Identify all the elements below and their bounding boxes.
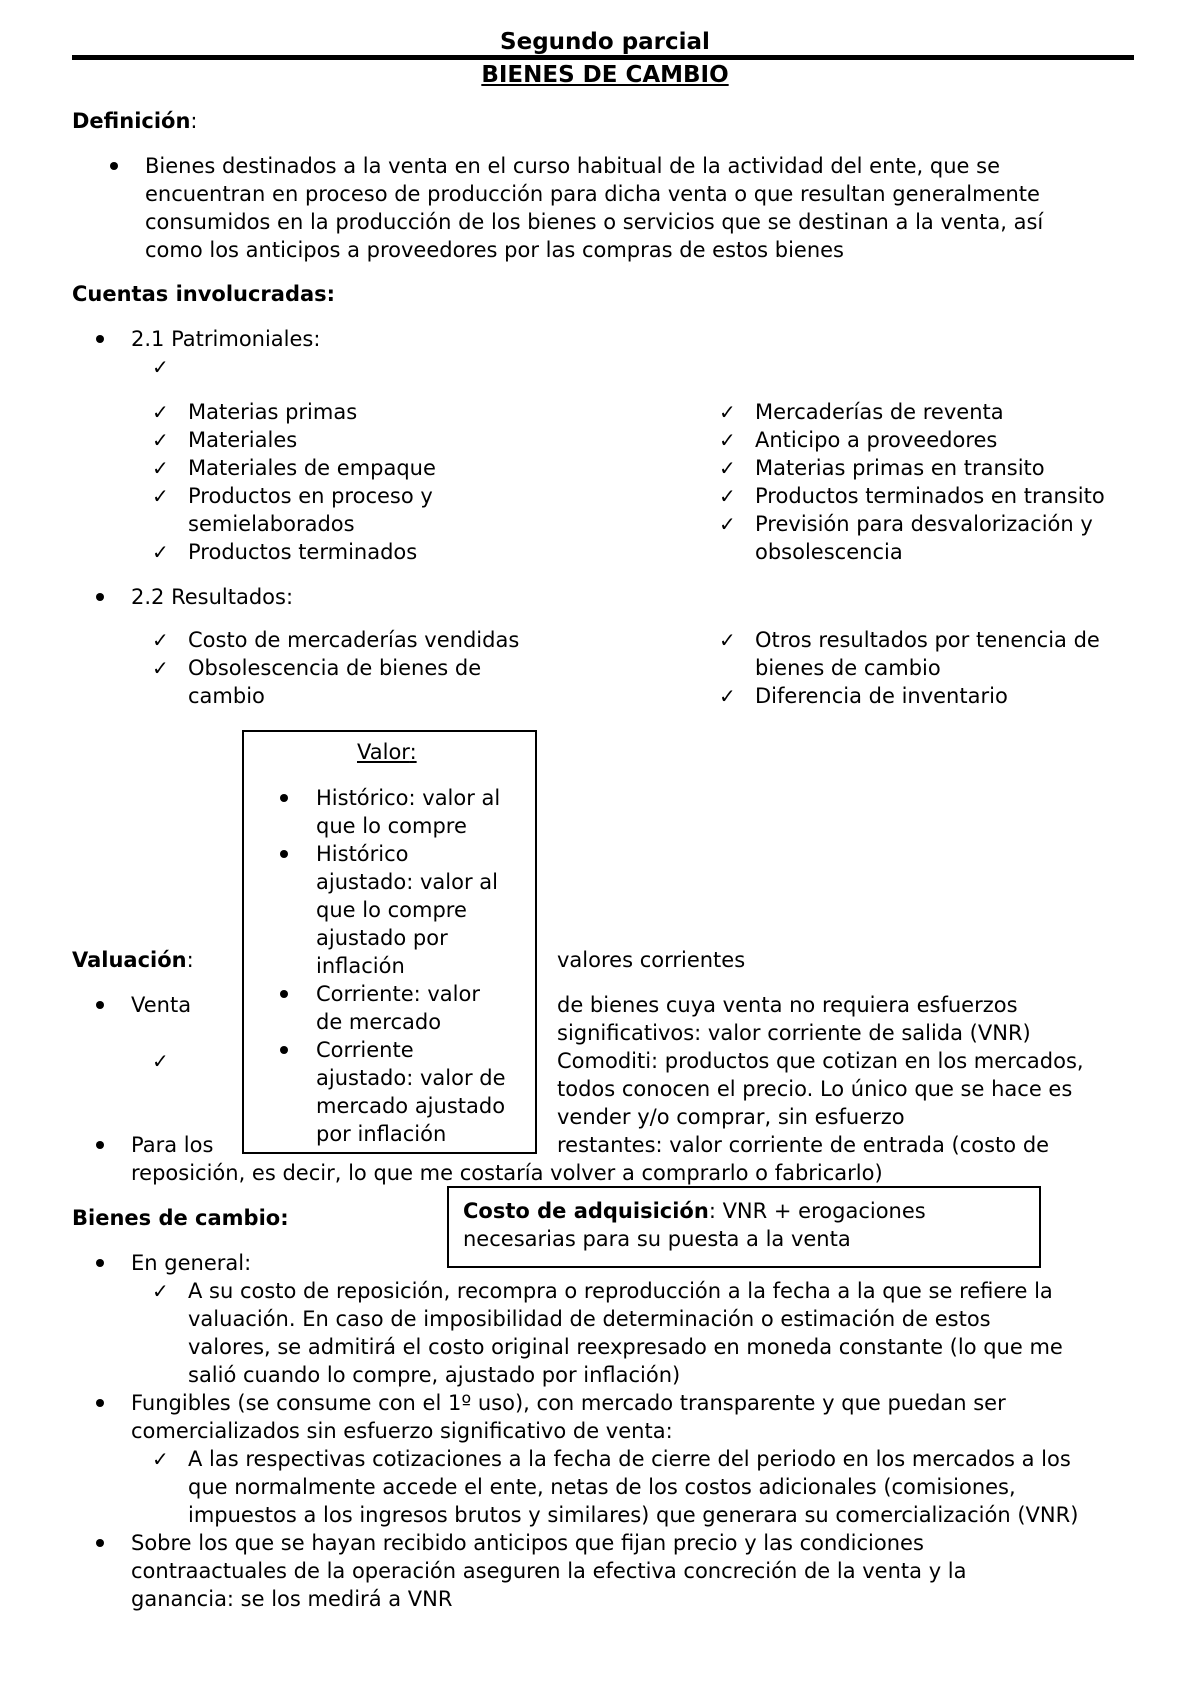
sobre-line: ganancia: se los medirá a VNR: [131, 1587, 453, 1611]
resultado-item: Otros resultados por tenencia de: [755, 628, 1100, 652]
check-icon: ✓: [152, 1279, 169, 1303]
venta-line: todos conocen el precio. Lo único que se hace es: [557, 1077, 1073, 1101]
patrimonial-item: Materias primas: [188, 400, 358, 424]
fungibles-line: Fungibles (se consume con el 1º uso), con mercado transparente y que puedan ser: [131, 1391, 1006, 1415]
valuacion-heading: [72, 946, 194, 974]
venta-line: significativos: valor corriente de salida (VNR): [557, 1021, 1031, 1045]
venta-line: de bienes cuya venta no requiera esfuerzos: [557, 993, 1018, 1017]
general-line: valuación. En caso de imposibilidad de determinación o estimación de estos: [188, 1307, 991, 1331]
valor-line: que lo compre: [316, 898, 467, 922]
bullet-icon: [280, 1046, 288, 1054]
check-icon: ✓: [152, 456, 169, 480]
definicion-line: consumidos en la producción de los bienes o servicios que se destinan a la venta, así: [145, 210, 1044, 234]
valor-line: Histórico: [316, 842, 409, 866]
costo-line2: necesarias para su puesta a la venta: [463, 1227, 851, 1251]
check-icon: ✓: [719, 628, 736, 652]
check-icon: ✓: [152, 628, 169, 652]
resultado-item: Costo de mercaderías vendidas: [188, 628, 520, 652]
check-icon: ✓: [152, 540, 169, 564]
venta-line: vender y/o comprar, sin esfuerzo: [557, 1105, 905, 1129]
fungibles-sub-line: impuestos a los ingresos brutos y similares) que generara su comercialización (VNR): [188, 1503, 1079, 1527]
valor-line: por inflación: [316, 1122, 447, 1146]
bullet-icon: [280, 794, 288, 802]
bullet-icon: [96, 1539, 104, 1547]
general-label: En general:: [131, 1251, 252, 1275]
bullet-icon: [280, 850, 288, 858]
resultado-item: bienes de cambio: [755, 656, 941, 680]
valuacion-colon: :: [186, 948, 194, 972]
bienes-heading: Bienes de cambio:: [72, 1206, 289, 1230]
costo-rest: : VNR + erogaciones: [708, 1199, 926, 1223]
check-icon: ✓: [152, 1447, 169, 1471]
cuentas-heading: Cuentas involucradas:: [72, 282, 336, 306]
patrimonial-item: Productos terminados: [188, 540, 418, 564]
resultado-item: Obsolescencia de bienes de: [188, 656, 482, 680]
section-title: BIENES DE CAMBIO: [481, 62, 729, 88]
costo-line1: [463, 1197, 926, 1225]
costo-box: [447, 1186, 1041, 1268]
bullet-icon: [96, 1259, 104, 1267]
bullet-icon: [96, 1001, 104, 1009]
patrimonial-item: Materiales de empaque: [188, 456, 436, 480]
general-line: salió cuando lo compre, ajustado por inflación): [188, 1363, 681, 1387]
bullet-icon: [110, 162, 118, 170]
patrimonial-item: Mercaderías de reventa: [755, 400, 1004, 424]
check-icon: ✓: [719, 400, 736, 424]
patrimonial-item: Previsión para desvalorización y: [755, 512, 1093, 536]
check-icon: ✓: [719, 484, 736, 508]
general-line: valores, se admitirá el costo original reexpresado en moneda constante (lo que me: [188, 1335, 1063, 1359]
title-rule: [72, 55, 1134, 60]
valor-box: [242, 730, 537, 1154]
valor-line: ajustado: valor al: [316, 870, 498, 894]
fungibles-sub-line: A las respectivas cotizaciones a la fecha de cierre del periodo en los mercados a los: [188, 1447, 1071, 1471]
valor-line: de mercado: [316, 1010, 442, 1034]
definicion-line: Bienes destinados a la venta en el curso habitual de la actividad del ente, que se: [145, 154, 1000, 178]
resultados-label: 2.2 Resultados:: [131, 585, 294, 609]
valor-line: ajustado: valor de: [316, 1066, 506, 1090]
valor-line: ajustado por: [316, 926, 448, 950]
check-icon: ✓: [719, 684, 736, 708]
check-icon: ✓: [152, 400, 169, 424]
patrimonial-item: Productos en proceso y: [188, 484, 433, 508]
valor-line: Corriente: valor: [316, 982, 480, 1006]
resultado-item: cambio: [188, 684, 265, 708]
check-icon: ✓: [719, 428, 736, 452]
valor-line: Histórico: valor al: [316, 786, 501, 810]
bullet-icon: [280, 990, 288, 998]
bullet-icon: [96, 1141, 104, 1149]
patrimonial-item: Anticipo a proveedores: [755, 428, 998, 452]
check-icon: ✓: [719, 456, 736, 480]
patrimonial-item: Productos terminados en transito: [755, 484, 1105, 508]
check-icon: ✓: [152, 484, 169, 508]
patrimonial-item: Materias primas en transito: [755, 456, 1045, 480]
check-icon: ✓: [152, 355, 169, 379]
sobre-line: Sobre los que se hayan recibido anticipos que fijan precio y las condiciones: [131, 1531, 924, 1555]
definicion-line: como los anticipos a proveedores por las compras de estos bienes: [145, 238, 844, 262]
valores-corrientes-text: valores corrientes: [557, 948, 746, 972]
patrimonial-item: semielaborados: [188, 512, 355, 536]
fungibles-line: comercializados sin esfuerzo significativo de venta:: [131, 1419, 673, 1443]
restantes-text: restantes: valor corriente de entrada (costo de: [557, 1133, 1050, 1157]
sobre-line: contraactuales de la operación aseguren la efectiva concreción de la venta y la: [131, 1559, 967, 1583]
valor-box-title-text: Valor: [357, 740, 410, 764]
valor-line: mercado ajustado: [316, 1094, 506, 1118]
patrimonial-item: obsolescencia: [755, 540, 903, 564]
venta-line: Comoditi: productos que cotizan en los mercados,: [557, 1049, 1084, 1073]
valor-line: inflación: [316, 954, 405, 978]
valuacion-heading-text: Valuación: [72, 948, 187, 972]
valor-line: Corriente: [316, 1038, 414, 1062]
venta-label: Venta: [131, 993, 192, 1017]
para-los-text: Para los: [131, 1133, 214, 1157]
valor-box-title: [357, 738, 417, 766]
bullet-icon: [96, 593, 104, 601]
general-line: A su costo de reposición, recompra o reproducción a la fecha a la que se refiere la: [188, 1279, 1053, 1303]
costo-bold: Costo de adquisición: [463, 1199, 709, 1223]
resultado-item: Diferencia de inventario: [755, 684, 1008, 708]
check-icon: ✓: [152, 428, 169, 452]
patrimonial-item: Materiales: [188, 428, 298, 452]
patrimoniales-label: 2.1 Patrimoniales:: [131, 327, 321, 351]
valor-line: que lo compre: [316, 814, 467, 838]
fungibles-sub-line: que normalmente accede el ente, netas de los costos adicionales (comisiones,: [188, 1475, 1016, 1499]
definicion-colon: :: [190, 109, 198, 133]
bullet-icon: [96, 335, 104, 343]
check-icon: ✓: [152, 656, 169, 680]
bullet-icon: [96, 1399, 104, 1407]
page-title: Segundo parcial: [500, 29, 710, 55]
reposicion-text: reposición, es decir, lo que me costaría volver a comprarlo o fabricarlo): [131, 1161, 883, 1185]
check-icon: ✓: [719, 512, 736, 536]
valor-box-title-colon: :: [409, 740, 417, 764]
definicion-line: encuentran en proceso de producción para dicha venta o que resultan generalmente: [145, 182, 1040, 206]
definicion-heading-text: Definición: [72, 109, 191, 133]
definicion-heading: [72, 107, 198, 135]
check-icon: ✓: [152, 1049, 169, 1073]
